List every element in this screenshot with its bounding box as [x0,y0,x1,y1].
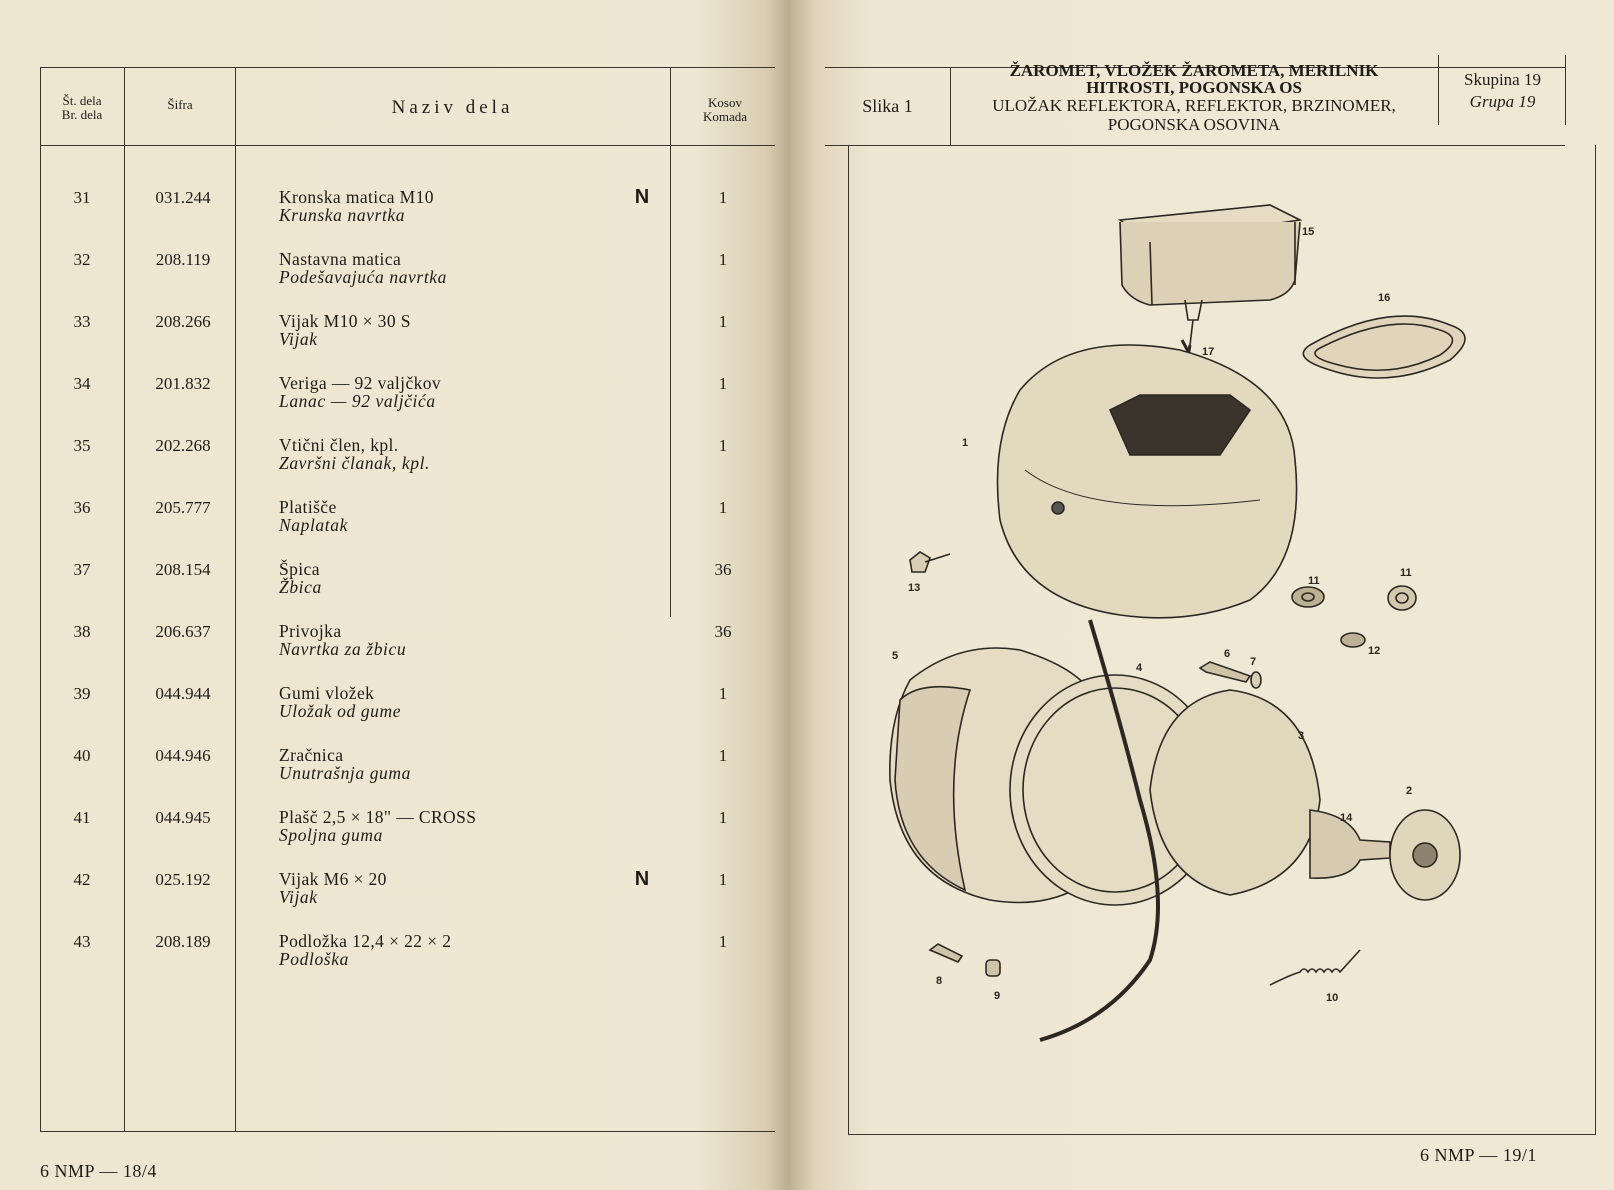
table-row [0,436,790,498]
callout-number: 13 [908,582,921,594]
callout-number: 1 [962,437,969,449]
part-number: 36 [73,498,91,517]
part-flag: N [634,868,650,890]
part-number: 39 [73,684,91,703]
left-page [0,0,790,1190]
part-name-primary: Kronska matica M10 [279,187,434,207]
part-name [279,684,401,720]
part-name-alt: Završni članak, kpl. [279,453,431,473]
part-code: 206.637 [155,622,211,641]
table-row [0,684,790,746]
part-name-primary: Platišče [279,497,337,517]
part-name-primary: Plašč 2,5 × 18" — CROSS [279,807,477,827]
part-number: 40 [73,746,91,765]
part-number: 37 [73,560,91,579]
part-quantity: 1 [718,374,728,393]
part-code: 208.154 [155,560,211,579]
part-name [279,312,411,348]
part-quantity: 1 [718,498,728,517]
part-name-alt: Unutrašnja guma [279,763,411,783]
part-code: 025.192 [155,870,211,889]
headlight-exploded-drawing [790,0,1614,1190]
part-number: 31 [73,188,91,207]
part-name-primary: Zračnica [279,745,344,765]
callout-number: 12 [1368,645,1381,657]
callout-number: 10 [1326,992,1339,1004]
part-name [279,498,348,534]
part-name-alt: Žbica [279,577,322,597]
callout-number: 4 [1136,662,1143,674]
part-quantity: 1 [718,932,728,951]
screw-6-icon [1200,662,1250,682]
sleeve-9-icon [986,960,1000,976]
table-row [0,622,790,684]
part-name [279,560,322,596]
callout-number: 11 [1308,575,1320,587]
washer-11b-icon [1388,586,1416,610]
part-name-alt: Vijak [279,329,318,349]
header-part-no: Št. dela Br. dela [61,93,103,122]
table-row [0,498,790,560]
table-row [0,250,790,312]
nut-7-icon [1251,672,1261,688]
part-number: 41 [73,808,91,827]
part-code: 044.944 [155,684,211,703]
part-quantity: 1 [718,746,728,765]
part-name-alt: Podloška [279,949,349,969]
part-name [279,436,430,472]
figure-title-alt: ULOŽAK REFLEKTORA, REFLEKTOR, BRZINOMER, POGONSKA OSOVINA [992,96,1396,134]
part-code: 031.244 [155,188,211,207]
headlight-shell-icon [998,345,1297,618]
part-number: 38 [73,622,91,641]
part-quantity: 1 [718,188,728,207]
part-name-primary: Vijak M6 × 20 [279,869,387,889]
part-code: 208.189 [155,932,211,951]
spring-icon [1270,950,1360,985]
part-name [279,374,441,410]
callout-number: 8 [936,975,943,987]
part-quantity: 1 [718,250,728,269]
part-name-alt: Podešavajuća navrtka [279,267,447,287]
part-name-primary: Gumi vložek [279,683,375,703]
figure-title: ŽAROMET, VLOŽEK ŽAROMETA, MERILNIK HITROSTI, POGONSKA OS [1009,61,1379,97]
part-name-primary: Podložka 12,4 × 22 × 2 [279,931,452,951]
callout-number: 9 [994,990,1001,1002]
part-name [279,250,447,286]
part-name-alt: Uložak od gume [279,701,402,721]
right-page-footer: 6 NMP — 19/1 [1420,1145,1537,1165]
part-flag: N [634,186,650,208]
part-name-primary: Vtični člen, kpl. [279,435,399,455]
part-name-alt: Spoljna guma [279,825,383,845]
part-code: 201.832 [155,374,211,393]
callout-number: 2 [1406,785,1413,797]
table-bottom-rule [40,1131,775,1132]
table-top-rule [40,67,775,68]
bolt-8-icon [930,944,962,962]
part-name-primary: Privojka [279,621,342,641]
part-code: 202.268 [155,436,211,455]
header-name: Naziv dela [391,97,514,118]
washer-11a-icon [1292,587,1324,607]
part-code: 208.266 [155,312,211,331]
part-name-primary: Vijak M10 × 30 S [279,311,411,331]
part-name-primary: Veriga — 92 valjčkov [279,373,442,393]
callout-number: 16 [1378,292,1391,304]
group-label-alt: Grupa 19 [1469,92,1536,111]
part-name [279,622,406,658]
part-name-alt: Vijak [279,887,318,907]
gasket-icon [1303,316,1465,378]
table-row [0,560,790,622]
part-quantity: 1 [718,436,728,455]
part-number: 43 [73,932,91,951]
part-name [279,188,434,224]
table-row [0,374,790,436]
washer-12-icon [1341,633,1365,647]
right-page [790,0,1614,1190]
part-code: 208.119 [155,250,211,269]
part-name [279,932,451,968]
header-code: Šifra [167,97,193,112]
callout-number: 11 [1400,567,1412,579]
callout-number: 6 [1224,648,1231,660]
part-quantity: 1 [718,312,728,331]
part-name-primary: Špica [279,559,320,579]
part-code: 205.777 [155,498,211,517]
table-row [0,870,790,932]
part-name [279,808,476,844]
part-quantity: 36 [714,560,732,579]
table-row [0,808,790,870]
callout-number: 5 [892,650,899,662]
part-name [279,746,411,782]
part-name-alt: Lanac — 92 valjčića [279,391,436,411]
group-label: Skupina 19 [1464,70,1541,89]
speedometer-icon [1120,205,1300,345]
table-row [0,746,790,808]
part-number: 32 [73,250,91,269]
part-name-alt: Krunska navrtka [279,205,406,225]
part-name [279,870,387,906]
callout-number: 3 [1298,730,1305,742]
table-row [0,312,790,374]
part-code: 044.945 [155,808,211,827]
part-number: 33 [73,312,91,331]
part-name-primary: Nastavna matica [279,249,402,269]
callout-number: 7 [1250,656,1257,668]
part-code: 044.946 [155,746,211,765]
callout-number: 15 [1302,226,1315,238]
figure-label: Slika 1 [862,96,913,116]
part-quantity: 1 [718,808,728,827]
table-row [0,188,790,250]
table-row [0,932,790,994]
part-quantity: 1 [718,870,728,889]
header-bottom-rule [40,145,775,146]
part-number: 35 [73,436,91,455]
part-name-alt: Navrtka za žbicu [279,639,407,659]
part-quantity: 36 [714,622,732,641]
callout-number: 14 [1340,812,1353,824]
left-page-footer: 6 NMP — 18/4 [40,1161,157,1181]
part-name-alt: Naplatak [279,515,348,535]
part-number: 42 [73,870,91,889]
callout-number: 17 [1202,346,1215,358]
header-qty: Kosov Komada [702,95,748,124]
part-number: 34 [73,374,91,393]
part-quantity: 1 [718,684,728,703]
bolt-13-icon [910,552,950,572]
